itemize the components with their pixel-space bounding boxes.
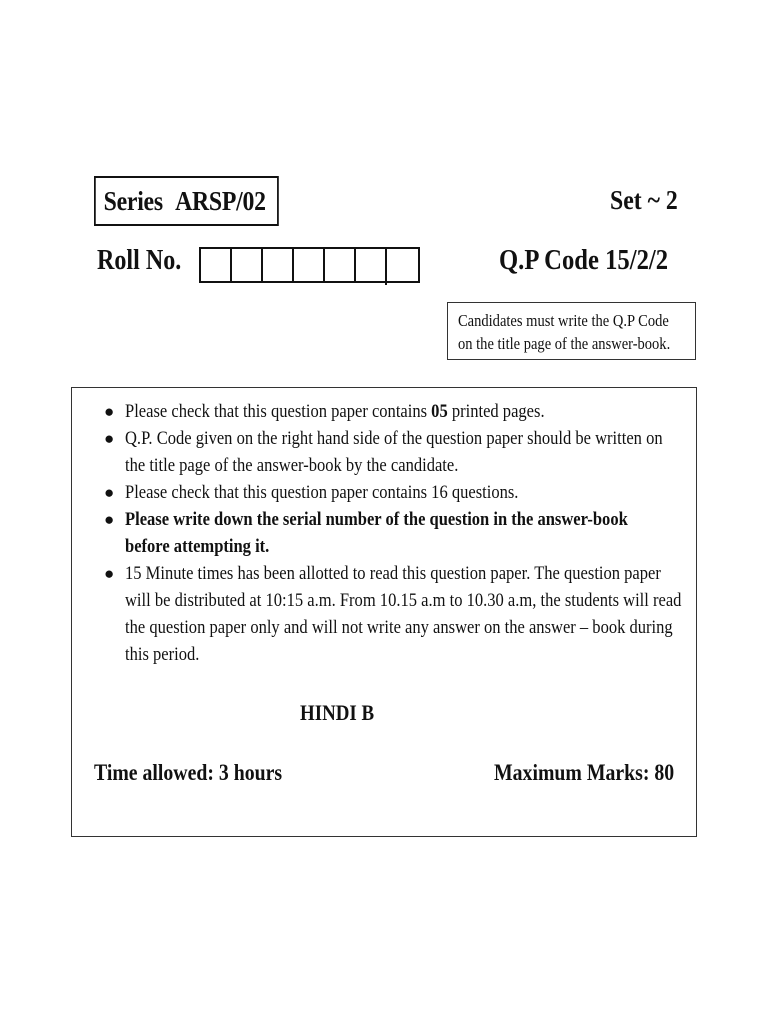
set-number: Set ~ 2 — [610, 185, 678, 215]
roll-number-label: Roll No. — [97, 245, 182, 276]
bullet-icon: ● — [104, 564, 115, 583]
series-label: Series — [103, 185, 163, 216]
roll-number-box[interactable] — [325, 249, 356, 281]
instruction-item — [104, 506, 744, 560]
roll-number-box[interactable] — [387, 249, 418, 281]
instructions-list — [104, 398, 744, 668]
roll-number-box[interactable] — [356, 249, 387, 285]
time-allowed: Time allowed: 3 hours — [94, 760, 283, 785]
instruction-text: Please check that this question paper contains 16 questions. — [125, 482, 519, 503]
qp-code: Q.P Code 15/2/2 — [499, 245, 669, 276]
series-value: ARSP/02 — [175, 185, 266, 216]
bullet-icon: ● — [104, 429, 115, 448]
bullet-icon: ● — [104, 510, 115, 529]
roll-number-box[interactable] — [201, 249, 232, 281]
instruction-text: Please check that this question paper contains 05 printed pages. — [125, 401, 545, 422]
instruction-text: Please write down the serial number of the question in the answer-book before attempting it. — [125, 509, 628, 557]
bullet-icon: ● — [104, 483, 115, 502]
subject-title: HINDI B — [300, 700, 375, 725]
series-box — [94, 176, 279, 226]
instruction-item — [104, 398, 744, 425]
qp-code-note-line: Candidates must write the Q.P Code — [458, 311, 669, 330]
bullet-icon: ● — [104, 402, 115, 421]
qp-code-note-line: on the title page of the answer-book. — [458, 334, 671, 353]
instruction-item — [104, 560, 744, 668]
instruction-text: 15 Minute times has been allotted to read this question paper. The question paper will be distributed at 10:15 a.m. From 10.15 a.m to 10.30 a.m, the students will read the question paper only and will not write any answer on the answer – book during this period. — [125, 563, 682, 665]
instruction-text: Q.P. Code given on the right hand side of the question paper should be written on the title page of the answer-book by the candidate. — [125, 428, 663, 476]
maximum-marks: Maximum Marks: 80 — [494, 760, 675, 785]
roll-number-box[interactable] — [232, 249, 263, 281]
roll-number-boxes — [199, 247, 420, 283]
roll-number-box[interactable] — [263, 249, 294, 281]
instruction-item — [104, 425, 744, 479]
roll-number-box[interactable] — [294, 249, 325, 281]
instruction-item — [104, 479, 744, 506]
qp-code-note — [447, 302, 696, 360]
